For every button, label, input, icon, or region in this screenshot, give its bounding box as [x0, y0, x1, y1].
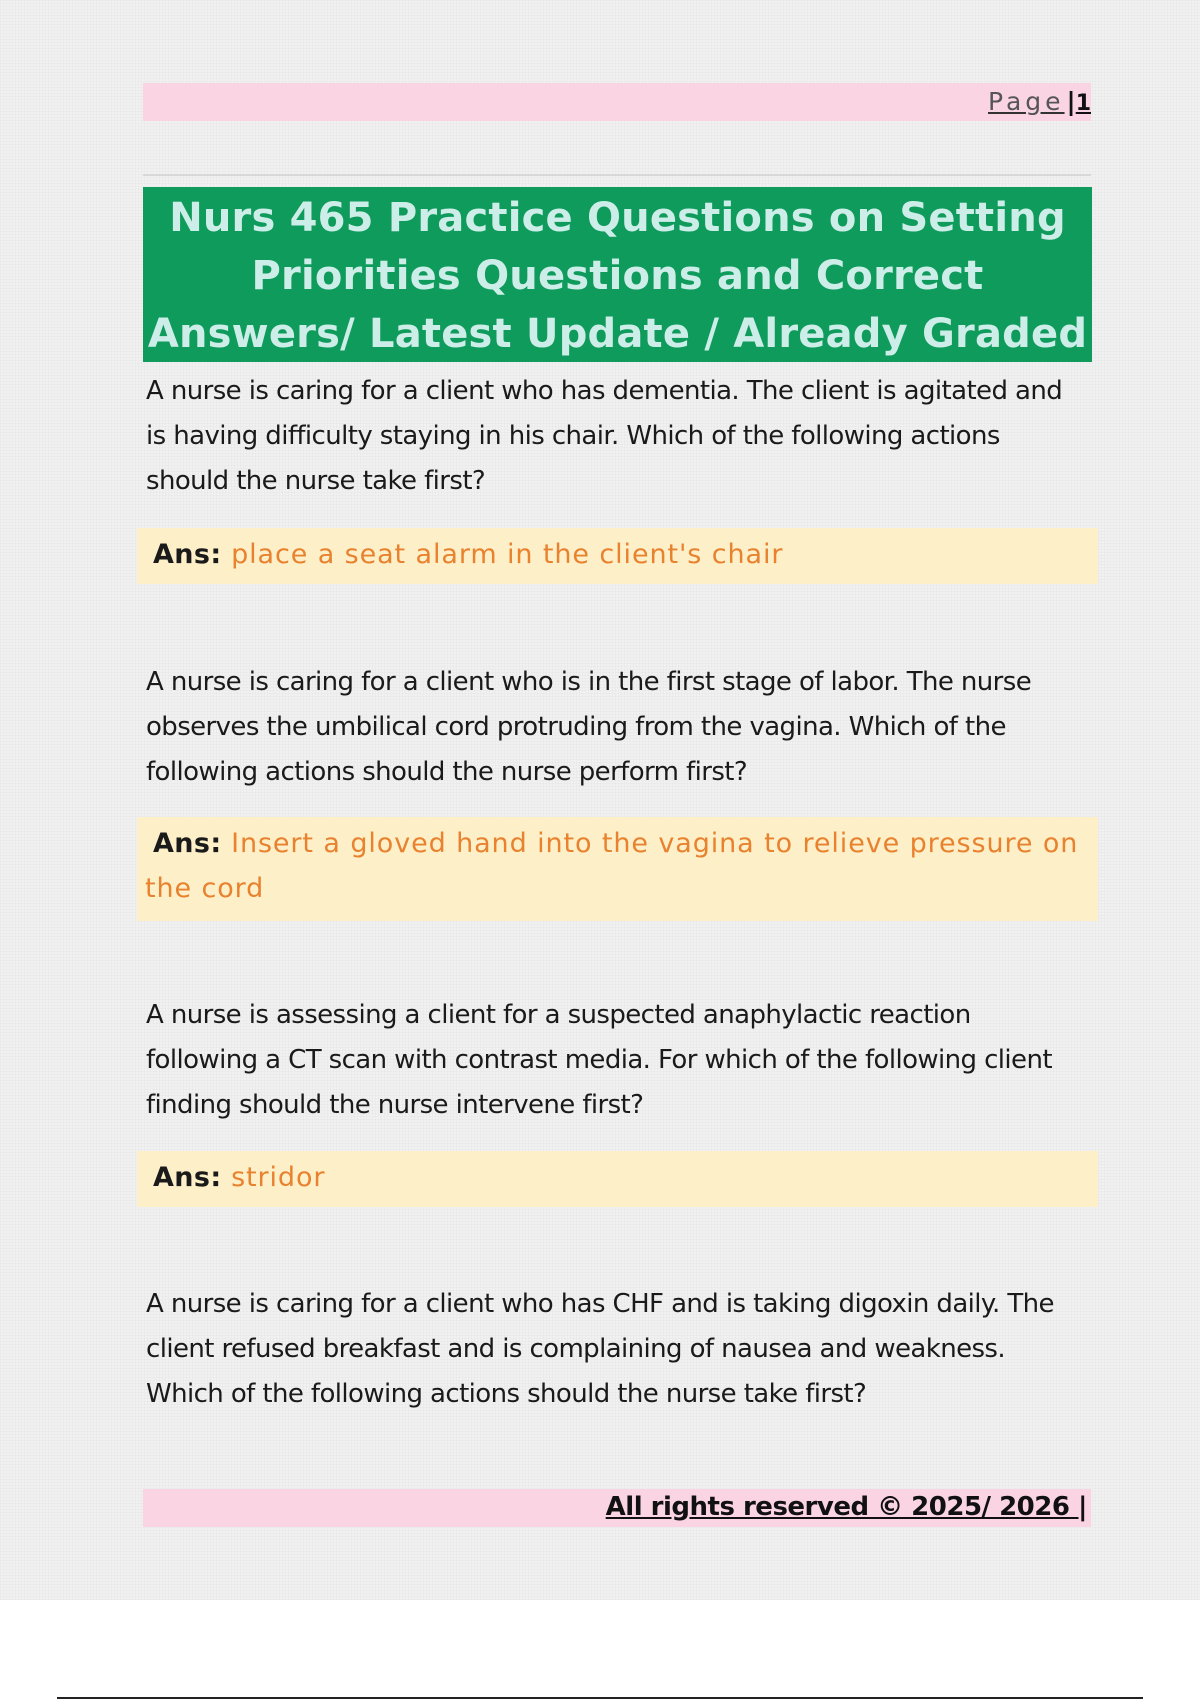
answer-2	[137, 817, 1098, 921]
page-label: Page	[988, 87, 1065, 116]
document-title: Nurs 465 Practice Questions on Setting Priorities Questions and Correct Answers/ Latest Update / Already Graded	[143, 187, 1092, 362]
answer-1	[137, 528, 1098, 584]
header-divider	[143, 174, 1091, 176]
answer-3	[137, 1151, 1098, 1207]
question-3: A nurse is assessing a client for a suspected anaphylactic reaction following a CT scan with contrast media. For which of the following client finding should the nurse intervene first?	[146, 1000, 1052, 1120]
answer-label: Ans:	[153, 828, 222, 859]
answer-text: stridor	[231, 1162, 326, 1193]
page-footer	[143, 1489, 1091, 1527]
answer-label: Ans:	[153, 1162, 222, 1193]
question-4: A nurse is caring for a client who has CHF and is taking digoxin daily. The client refused breakfast and is complaining of nausea and weakness. Which of the following actions should the nurse take first?	[146, 1289, 1054, 1409]
question-2: A nurse is caring for a client who is in the first stage of labor. The nurse observes the umbilical cord protruding from the vagina. Which of the following actions should the nurse perform first?	[146, 667, 1032, 787]
next-page-divider	[57, 1697, 1143, 1699]
answer-text: Insert a gloved hand into the vagina to relieve pressure on the cord	[145, 828, 1079, 904]
page-header	[143, 83, 1091, 121]
copyright-notice: All rights reserved © 2025/ 2026 |	[605, 1492, 1087, 1522]
question-1: A nurse is caring for a client who has dementia. The client is agitated and is having difficulty staying in his chair. Which of the following actions should the nurse take first?	[146, 376, 1063, 496]
answer-text: place a seat alarm in the client's chair	[231, 539, 784, 570]
answer-label: Ans:	[153, 539, 222, 570]
page-number	[988, 87, 1091, 116]
page-separator: |	[1066, 87, 1076, 116]
page-number-value: 1	[1075, 91, 1091, 116]
